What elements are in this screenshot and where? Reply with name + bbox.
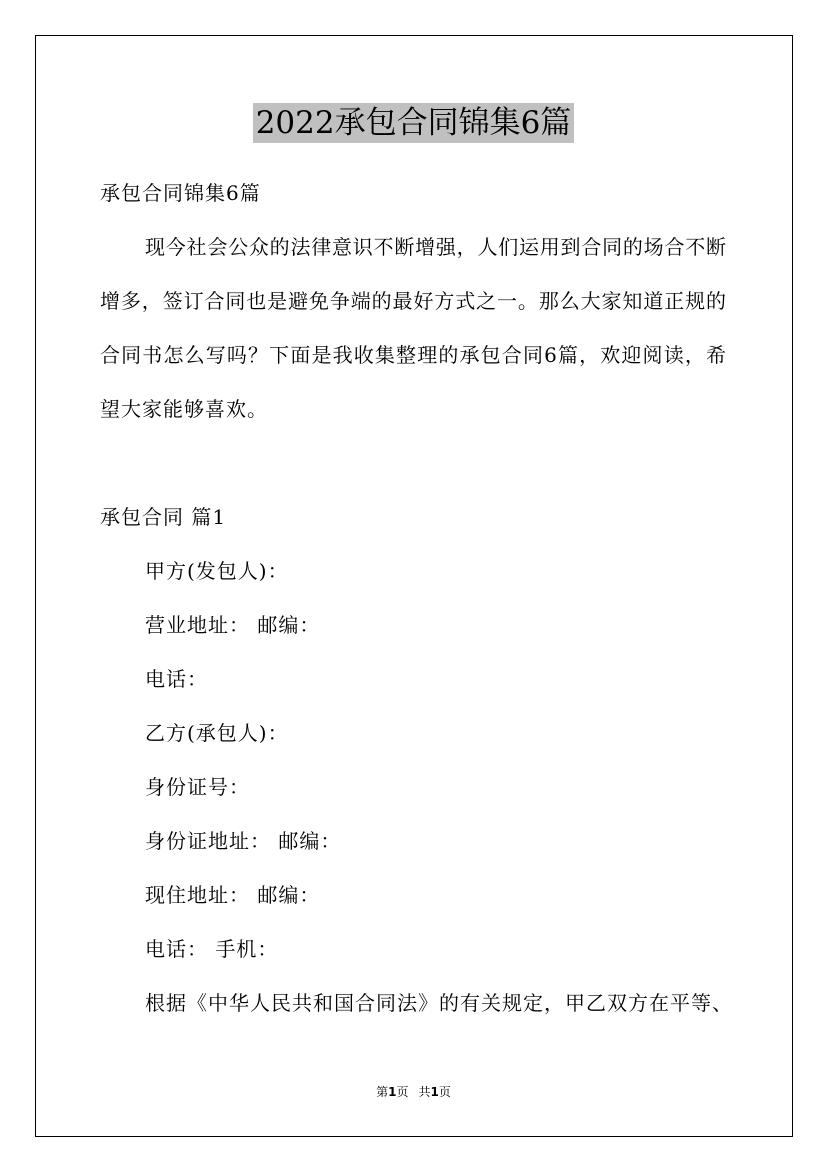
business-address-field: 营业地址： 邮编：: [145, 613, 321, 637]
party-a-field: 甲方(发包人)：: [145, 559, 289, 583]
current-page-label: [376, 1085, 408, 1099]
intro-line: 现今社会公众的法律意识不断增强，人们运用到合同的场合不断: [145, 235, 726, 259]
blank-line: [100, 436, 726, 490]
party-b-phone-field: 电话： 手机：: [145, 937, 279, 961]
id-number-field: 身份证号：: [145, 775, 250, 799]
intro-line: 合同书怎么写吗？下面是我收集整理的承包合同6篇，欢迎阅读，希: [100, 343, 726, 367]
id-address-field: 身份证地址： 邮编：: [145, 829, 342, 853]
total-pages-label: [419, 1085, 451, 1099]
page-footer: [0, 1084, 827, 1100]
contract-fields: [100, 544, 733, 1030]
current-page-prefix: 第: [376, 1085, 389, 1099]
section-heading: 承包合同 篇1: [100, 505, 227, 529]
party-a-phone-field: 电话：: [145, 667, 208, 691]
intro-line: 望大家能够喜欢。: [100, 397, 268, 421]
total-pages-number: 1: [430, 1085, 439, 1099]
clause-line: 根据《中华人民共和国合同法》的有关规定，甲乙双方在平等、: [145, 991, 733, 1015]
total-pages-prefix: 共: [418, 1085, 431, 1099]
intro-paragraph: [100, 220, 726, 436]
document-body: [100, 166, 733, 1030]
title-container: [0, 103, 827, 148]
current-page-suffix: 页: [396, 1085, 409, 1099]
total-pages-suffix: 页: [438, 1085, 451, 1099]
document-title: 2022承包合同锦集6篇: [253, 103, 575, 143]
current-address-field: 现住地址： 邮编：: [145, 883, 321, 907]
party-b-field: 乙方(承包人)：: [145, 721, 289, 745]
document-subtitle: 承包合同锦集6篇: [100, 181, 261, 205]
current-page-number: 1: [388, 1085, 397, 1099]
intro-line: 增多，签订合同也是避免争端的最好方式之一。那么大家知道正规的: [100, 289, 726, 313]
